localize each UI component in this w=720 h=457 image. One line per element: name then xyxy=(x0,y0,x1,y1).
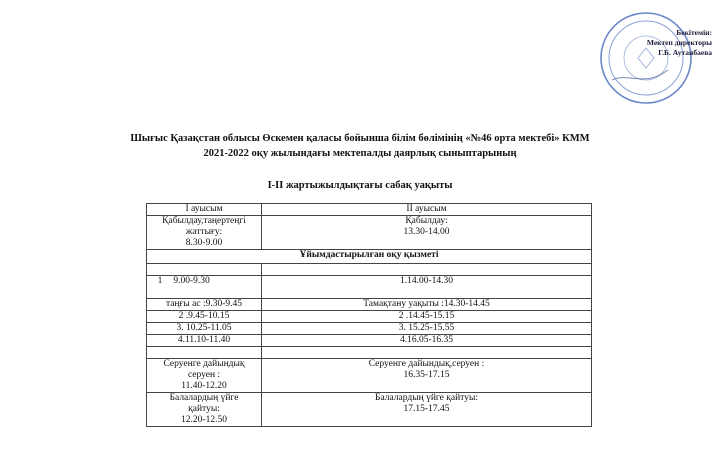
home-shift1 xyxy=(147,393,262,427)
schedule-table xyxy=(146,203,592,427)
table-row xyxy=(147,311,592,323)
cell-line: 12.20-12.50 xyxy=(181,415,227,425)
schedule-subtitle: I-II жартыжылдықтағы сабақ уақыты xyxy=(267,180,453,191)
spacer-row xyxy=(147,264,592,276)
cell-line: 8.30-9.00 xyxy=(185,238,223,248)
admission-shift1 xyxy=(147,216,262,250)
header-shift2: II ауысым xyxy=(262,204,592,216)
approval-name: Г.Б. Аутанбаева xyxy=(658,48,712,57)
empty-cell xyxy=(262,264,592,276)
lesson1-shift1 xyxy=(147,276,262,299)
row-shift1: 4.11.10-11.40 xyxy=(147,335,262,347)
empty-cell xyxy=(262,347,592,359)
cell-line: Серуенге дайындық,серуен : xyxy=(368,359,485,369)
section-title: Ұйымдастырылған оқу қызметі xyxy=(147,250,592,264)
row-shift2: 4.16.05-16.35 xyxy=(262,335,592,347)
table-row xyxy=(147,299,592,311)
cell-line: Балалардың үйге қайтуы: xyxy=(375,393,478,403)
table-row xyxy=(147,323,592,335)
cell-line: жаттығу: xyxy=(185,227,223,237)
row-shift1: 2 .9.45-10.15 xyxy=(147,311,262,323)
cell-line: 17.15-17.45 xyxy=(403,404,450,414)
cell-line: серуен : xyxy=(187,370,221,380)
section-row xyxy=(147,250,592,264)
home-shift2 xyxy=(262,393,592,427)
table-header-row xyxy=(147,204,592,216)
approval-block xyxy=(622,28,712,58)
empty-cell xyxy=(147,347,262,359)
cell-line: Серуенге дайындық xyxy=(163,359,245,369)
row-shift1: таңғы ас :9.30-9.45 xyxy=(147,299,262,311)
row-shift2: Тамақтану уақыты :14.30-14.45 xyxy=(262,299,592,311)
cell-line: 11.40-12.20 xyxy=(181,381,227,391)
cell-line: Қабылдау: xyxy=(405,216,448,226)
table-row xyxy=(147,335,592,347)
cell-line: 13.30-14.00 xyxy=(403,227,450,237)
walk-shift2 xyxy=(262,359,592,393)
empty-cell xyxy=(147,264,262,276)
cell-line: Қабылдау,таңертеңгі xyxy=(162,216,246,226)
document-title-line2: 2021-2022 оқу жылындағы мектепалды даярлық сыныптарының xyxy=(203,148,517,159)
cell-line: Балалардың үйге xyxy=(169,393,239,403)
spacer-row xyxy=(147,347,592,359)
walk-row xyxy=(147,359,592,393)
approval-position: Мектеп директоры xyxy=(646,38,712,47)
row-shift2: 3. 15.25-15.55 xyxy=(262,323,592,335)
home-row xyxy=(147,393,592,427)
lesson1-time1: 9.00-9.30 xyxy=(173,276,210,286)
row-shift2: 2 .14.45-15.15 xyxy=(262,311,592,323)
cell-line: қайтуы: xyxy=(188,404,220,414)
admission-shift2 xyxy=(262,216,592,250)
lesson1-row xyxy=(147,276,592,299)
approval-heading: Бекітемін: xyxy=(676,28,712,37)
school-stamp-icon xyxy=(598,10,694,106)
header-shift1: I ауысым xyxy=(147,204,262,216)
cell-line: 16.35-17.15 xyxy=(403,370,450,380)
lesson1-number: 1 xyxy=(157,276,163,286)
walk-shift1 xyxy=(147,359,262,393)
admission-row xyxy=(147,216,592,250)
row-shift1: 3. 10.25-11.05 xyxy=(147,323,262,335)
lesson1-shift2: 1.14.00-14.30 xyxy=(262,276,592,299)
document-title-line1: Шығыс Қазақстан облысы Өскемен қаласы бойынша білім бөлімінің «№46 орта мектебі» КММ xyxy=(130,133,590,144)
